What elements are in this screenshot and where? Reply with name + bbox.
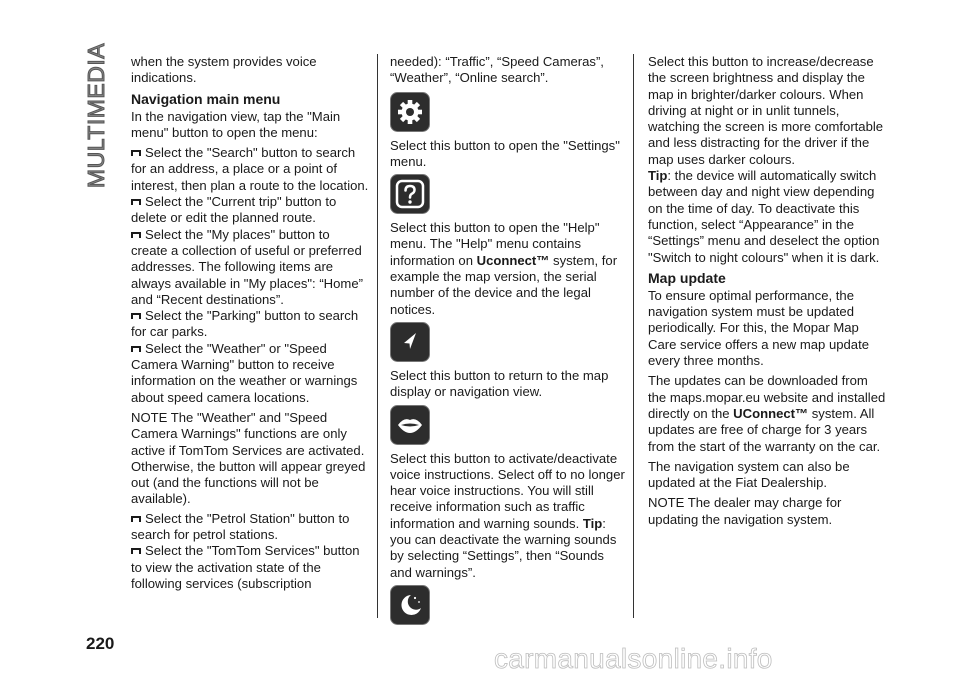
bullet-icon <box>131 231 141 239</box>
bullet-icon <box>131 312 141 320</box>
column-divider <box>633 54 634 618</box>
settings-text: Select this button to open the "Settings" menu. <box>390 137 620 169</box>
brightness-text: Select this button to increase/decrease the screen brightness and display the map in brighter/darker colours. When driving at night or in unlit tunnels, watching the screen is more comfortable and less distracting for the driver if the map uses darker colours. <box>648 54 884 167</box>
bullet-item: Select the "Current trip" button to delete or edit the planned route. <box>131 194 337 226</box>
column-2 <box>390 54 628 631</box>
download-paragraph: The updates can be downloaded from the maps.mopar.eu website and installed directly on the UConnect™ system. All updates are free of charge for 3 years from the start of the warranty on the car. <box>648 373 886 454</box>
bullet-icon <box>131 149 141 157</box>
map-update-heading: Map update <box>648 269 726 286</box>
bullet-item: Select the "Search" button to search for an address, a place or a point of interest, then plan a route to the location. <box>131 145 369 193</box>
column-3 <box>648 54 886 532</box>
bullet-icon <box>131 547 141 555</box>
bullet-icon <box>131 198 141 206</box>
help-text: Select this button to open the "Help" menu. The "Help" menu contains information on Uconnect™ system, for example the map version, the serial number of the device and the legal notices. <box>390 220 618 317</box>
main-menu-paragraph: In the navigation view, tap the "Main menu" button to open the menu: <box>131 108 341 140</box>
moon-stars-icon <box>390 585 430 625</box>
gear-icon <box>390 92 430 132</box>
navigation-arrow-icon <box>390 322 430 362</box>
bullet-icon <box>131 345 141 353</box>
navigation-main-menu-heading: Navigation main menu <box>131 90 281 107</box>
bullet-item: Select the "Weather" or "Speed Camera Warning" button to receive information on the weather or warnings about speed camera locations. <box>131 340 358 405</box>
bullet-item: Select the "TomTom Services" button to view the activation state of the following services (subscription <box>131 543 360 591</box>
bullet-icon <box>131 515 141 523</box>
watermark: carmanualsonline.info <box>494 643 773 674</box>
bullet-item: Select the "Parking" button to search for car parks. <box>131 308 359 340</box>
column-divider <box>377 54 378 618</box>
note-text: NOTE The dealer may charge for updating the navigation system. <box>648 495 842 527</box>
question-icon <box>390 174 430 214</box>
bullet-item: Select the "Petrol Station" button to search for petrol stations. <box>131 510 350 543</box>
page-number: 220 <box>86 634 115 653</box>
note-text: NOTE The "Weather" and "Speed Camera Warnings" functions are only active if TomTom Services are activated. Otherwise, the button will appear greyed out (and the functions will not be available). <box>131 409 366 507</box>
column-1 <box>131 54 369 596</box>
intro-text: when the system provides voice indications. <box>131 54 317 86</box>
voice-text: Select this button to activate/deactivate voice instructions. Select off to no longer hear voice instructions. You will still receive information such as traffic information and warning sounds. Tip: you can deactivate the warning sounds by selecting “Settings”, then “Sounds and warnings”. <box>390 450 625 580</box>
services-text: needed): “Traffic”, “Speed Cameras”, “Weather”, “Online search”. <box>390 54 604 86</box>
section-side-label <box>82 42 112 188</box>
dealership-paragraph: The navigation system can also be updated at the Fiat Dealership. <box>648 458 850 491</box>
tip-text: Tip: the device will automatically switch between day and night view depending on the time of day. To deactivate this function, select “Appearance” in the “Settings” menu and deselect the option "Switch to night colours" when it is dark. <box>648 168 880 265</box>
bullet-item: Select the "My places" button to create a collection of useful or preferred addresses. The following items are always available in "My places": “Home” and “Recent destinations”. <box>131 226 363 307</box>
speech-lips-icon <box>390 405 430 445</box>
map-update-paragraph: To ensure optimal performance, the navigation system must be updated periodically. For this, the Mopar Map Care service offers a new map update every three months. <box>648 287 870 369</box>
section-side-label-text: MULTIMEDIA <box>83 42 110 188</box>
return-text: Select this button to return to the map display or navigation view. <box>390 367 609 400</box>
